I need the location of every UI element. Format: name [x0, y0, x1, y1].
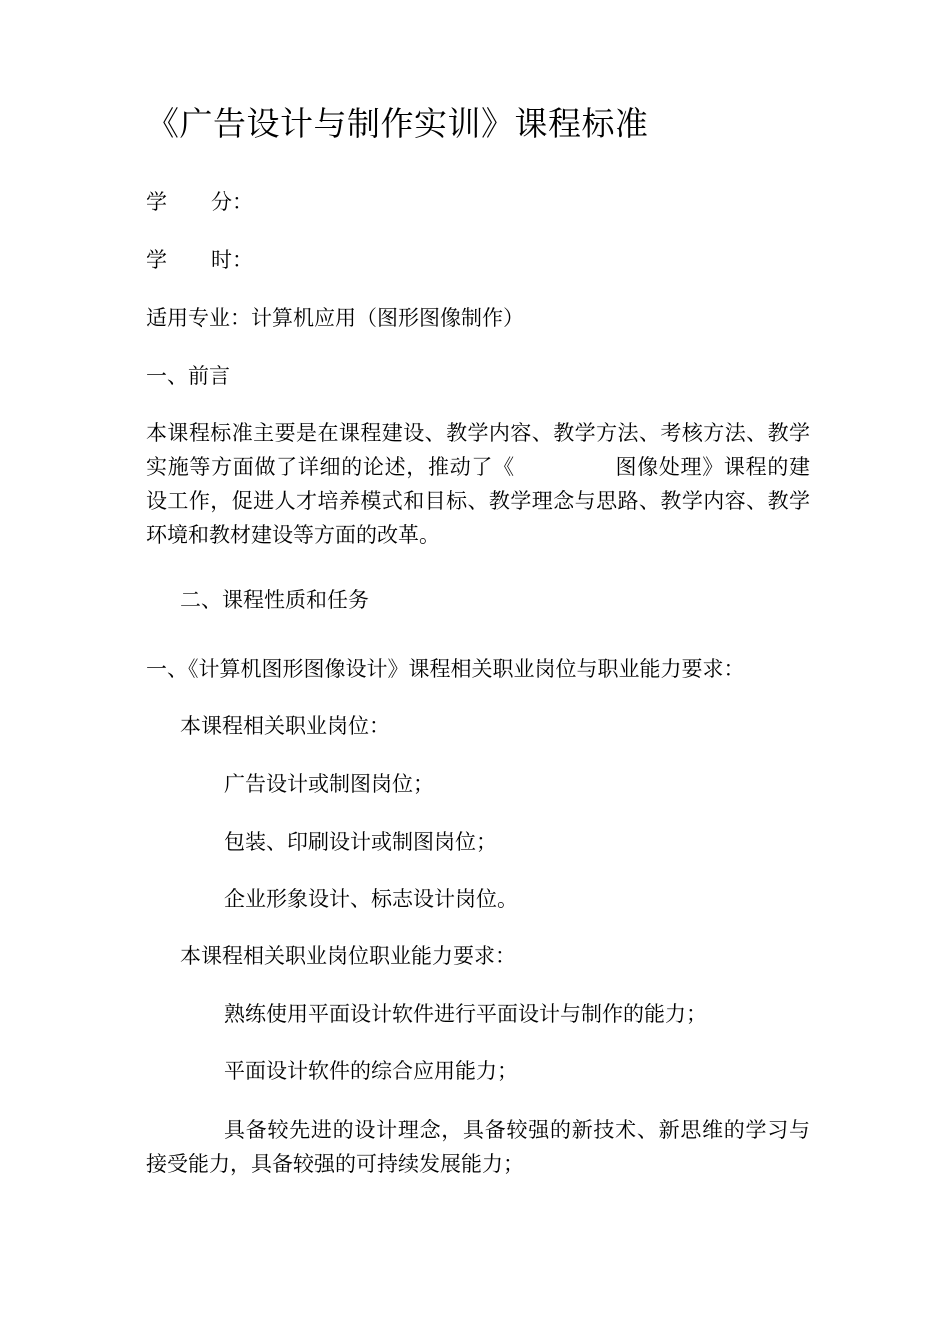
- ability-paragraph: 具备较先进的设计理念，具备较强的新技术、新思维的学习与接受能力，具备较强的可持续发展能力；: [146, 1118, 810, 1176]
- document-title: 《广告设计与制作实训》课程标准: [146, 104, 649, 143]
- preface-text-part1: 本课程标准主要是在课程建设、教学内容、教学方法、考核方法、教学实施等方面做了详细的论述，推动了《: [146, 421, 810, 479]
- subsection-heading-jobs-abilities: 一、《计算机图形图像设计》课程相关职业岗位与职业能力要求：: [146, 657, 745, 681]
- section-heading-nature: 二、课程性质和任务: [180, 588, 369, 612]
- job-item: 企业形象设计、标志设计岗位。: [224, 887, 518, 911]
- credit-label-second: 分：: [211, 190, 253, 214]
- job-item: 包装、印刷设计或制图岗位；: [224, 830, 497, 854]
- abilities-heading: 本课程相关职业岗位职业能力要求：: [180, 944, 516, 968]
- credit-line: [146, 187, 253, 217]
- major-line: 适用专业：计算机应用（图形图像制作）: [146, 306, 524, 330]
- ability-item: 平面设计软件的综合应用能力；: [224, 1059, 518, 1083]
- hours-label-second: 时：: [211, 248, 253, 272]
- hours-label-first: 学: [146, 248, 167, 272]
- section-heading-preface: 一、前言: [146, 364, 230, 388]
- job-item: 广告设计或制图岗位；: [224, 772, 434, 796]
- preface-text-part2: 图像处理》课程的建设工作，促进人才培养模式和目标、教学理念与思路、教学内容、教学环境和教材建设等方面的改革。: [146, 455, 811, 547]
- preface-paragraph: [146, 416, 810, 552]
- jobs-heading: 本课程相关职业岗位：: [180, 714, 390, 738]
- credit-label-first: 学: [146, 190, 167, 214]
- ability-item: 熟练使用平面设计软件进行平面设计与制作的能力；: [224, 1002, 707, 1026]
- hours-line: [146, 245, 253, 275]
